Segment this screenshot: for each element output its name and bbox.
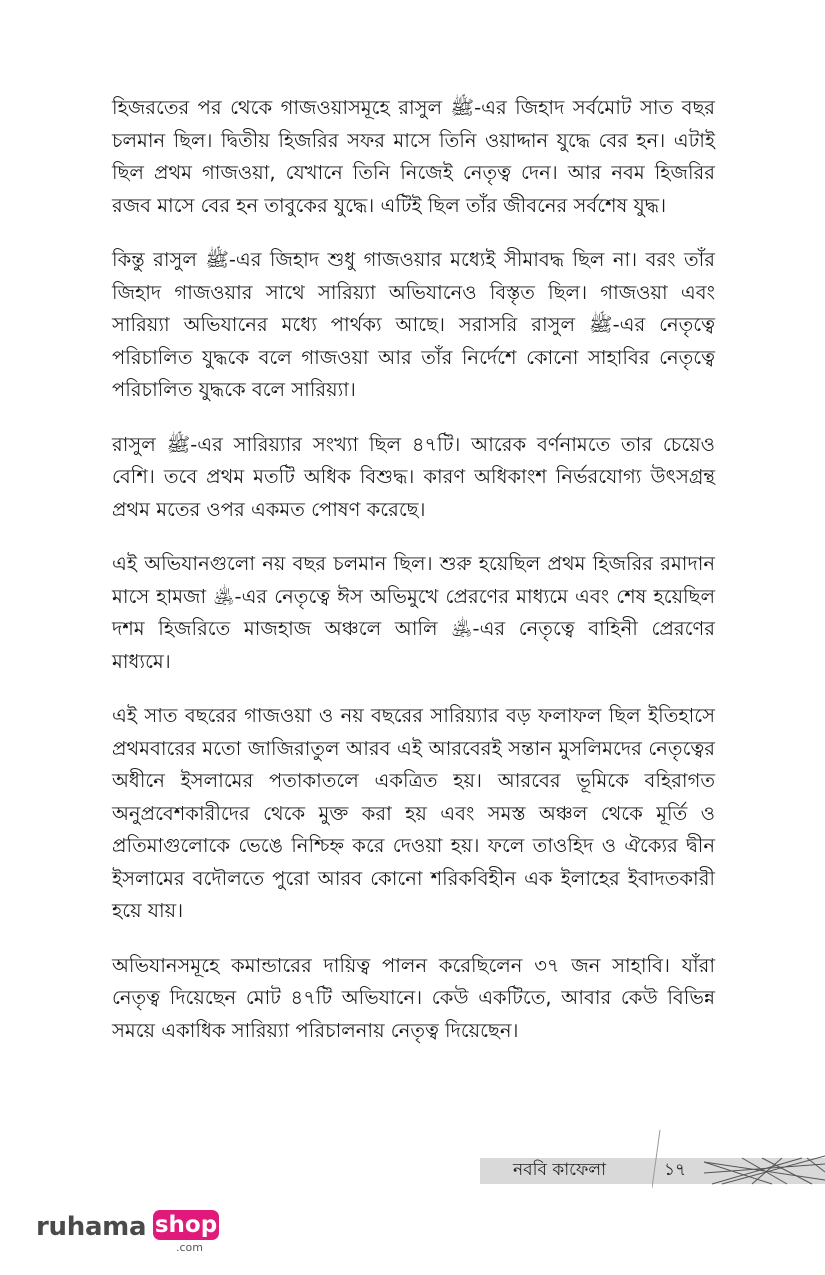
paragraph: কিন্তু রাসুল ﷺ-এর জিহাদ শুধু গাজওয়ার মধ্যেই সীমাবদ্ধ ছিল না। বরং তাঁর জিহাদ গাজওয়ার সাথে সারিয়্যা অভিযানেও বিস্তৃত ছিল। গাজওয়া এবং সারিয়্যা অভিযানের মধ্যে পার্থক্য আছে। সরাসরি রাসুল ﷺ-এর নেতৃত্বে পরিচালিত যুদ্ধকে বলে গাজওয়া আর তাঁর নির্দেশে কোনো সাহাবির নেতৃত্বে পরিচালিত যুদ্ধকে বলে সারিয়্যা। <box>112 248 716 401</box>
paragraph: রাসুল ﷺ-এর সারিয়্যার সংখ্যা ছিল ৪৭টি। আরেক বর্ণনামতে তার চেয়েও বেশি। তবে প্রথম মতটি অধিক বিশুদ্ধ। কারণ অধিকাংশ নির্ভরযোগ্য উৎসগ্রন্থ প্রথম মতের ওপর একমত পোষণ করেছে। <box>112 432 715 521</box>
page-footer <box>0 1128 825 1188</box>
page-number: ১৭ <box>664 1160 687 1180</box>
paragraph: হিজরতের পর থেকে গাজওয়াসমূহে রাসুল ﷺ-এর জিহাদ সর্বমোট সাত বছর চলমান ছিল। দ্বিতীয় হিজরির সফর মাসে তিনি ওয়াদ্দান যুদ্ধে বের হন। এটাই ছিল প্রথম গাজওয়া, যেখানে তিনি নিজেই নেতৃত্ব দেন। আর নবম হিজরির রজব মাসে বের হন তাবুকের যুদ্ধে। এটিই ছিল তাঁর জীবনের সর্বশেষ যুদ্ধ। <box>112 96 715 217</box>
logo-suffix: .com <box>176 1241 203 1254</box>
logo-badge-text: shop <box>154 1212 218 1238</box>
page-body <box>112 92 715 1069</box>
book-title: নববি কাফেলা <box>513 1160 607 1180</box>
logo-word: ruhama <box>36 1212 147 1242</box>
logo-badge <box>153 1210 219 1240</box>
paragraph: অভিযানসমূহে কমান্ডারের দায়িত্ব পালন করেছিলেন ৩৭ জন সাহাবি। যাঁরা নেতৃত্ব দিয়েছেন মোট ৪৭টি অভিযানে। কেউ একটিতে, আবার কেউ বিভিন্ন সময়ে একাধিক সারিয়্যা পরিচালনায় নেতৃত্ব দিয়েছেন। <box>112 953 715 1042</box>
paragraph: এই সাত বছরের গাজওয়া ও নয় বছরের সারিয়্যার বড় ফলাফল ছিল ইতিহাসে প্রথমবারের মতো জাজিরাতুল আরব এই আরবেরই সন্তান মুসলিমদের নেতৃত্বের অধীনে ইসলামের পতাকাতলে একত্রিত হয়। আরবের ভূমিকে বহিরাগত অনুপ্রবেশকারীদের থেকে মুক্ত করা হয় এবং সমস্ত অঞ্চল থেকে মূর্তি ও প্রতিমাগুলোকে ভেঙে নিশ্চিহ্ন করে দেওয়া হয়। ফলে তাওহিদ ও ঐক্যের দ্বীন ইসলামের বদৌলতে পুরো আরব কোনো শরিকবিহীন এক ইলাহের ইবাদতকারী হয়ে যায়। <box>112 704 715 922</box>
paragraph: এই অভিযানগুলো নয় বছর চলমান ছিল। শুরু হয়েছিল প্রথম হিজরির রমাদান মাসে হামজা ﵁-এর নেতৃত্বে ঈস অভিমুখে প্রেরণের মাধ্যমে এবং শেষ হয়েছিল দশম হিজরিতে মাজহাজ অঞ্চলে আলি ﵁-এর নেতৃত্বে বাহিনী প্রেরণের মাধ্যমে। <box>112 552 715 673</box>
